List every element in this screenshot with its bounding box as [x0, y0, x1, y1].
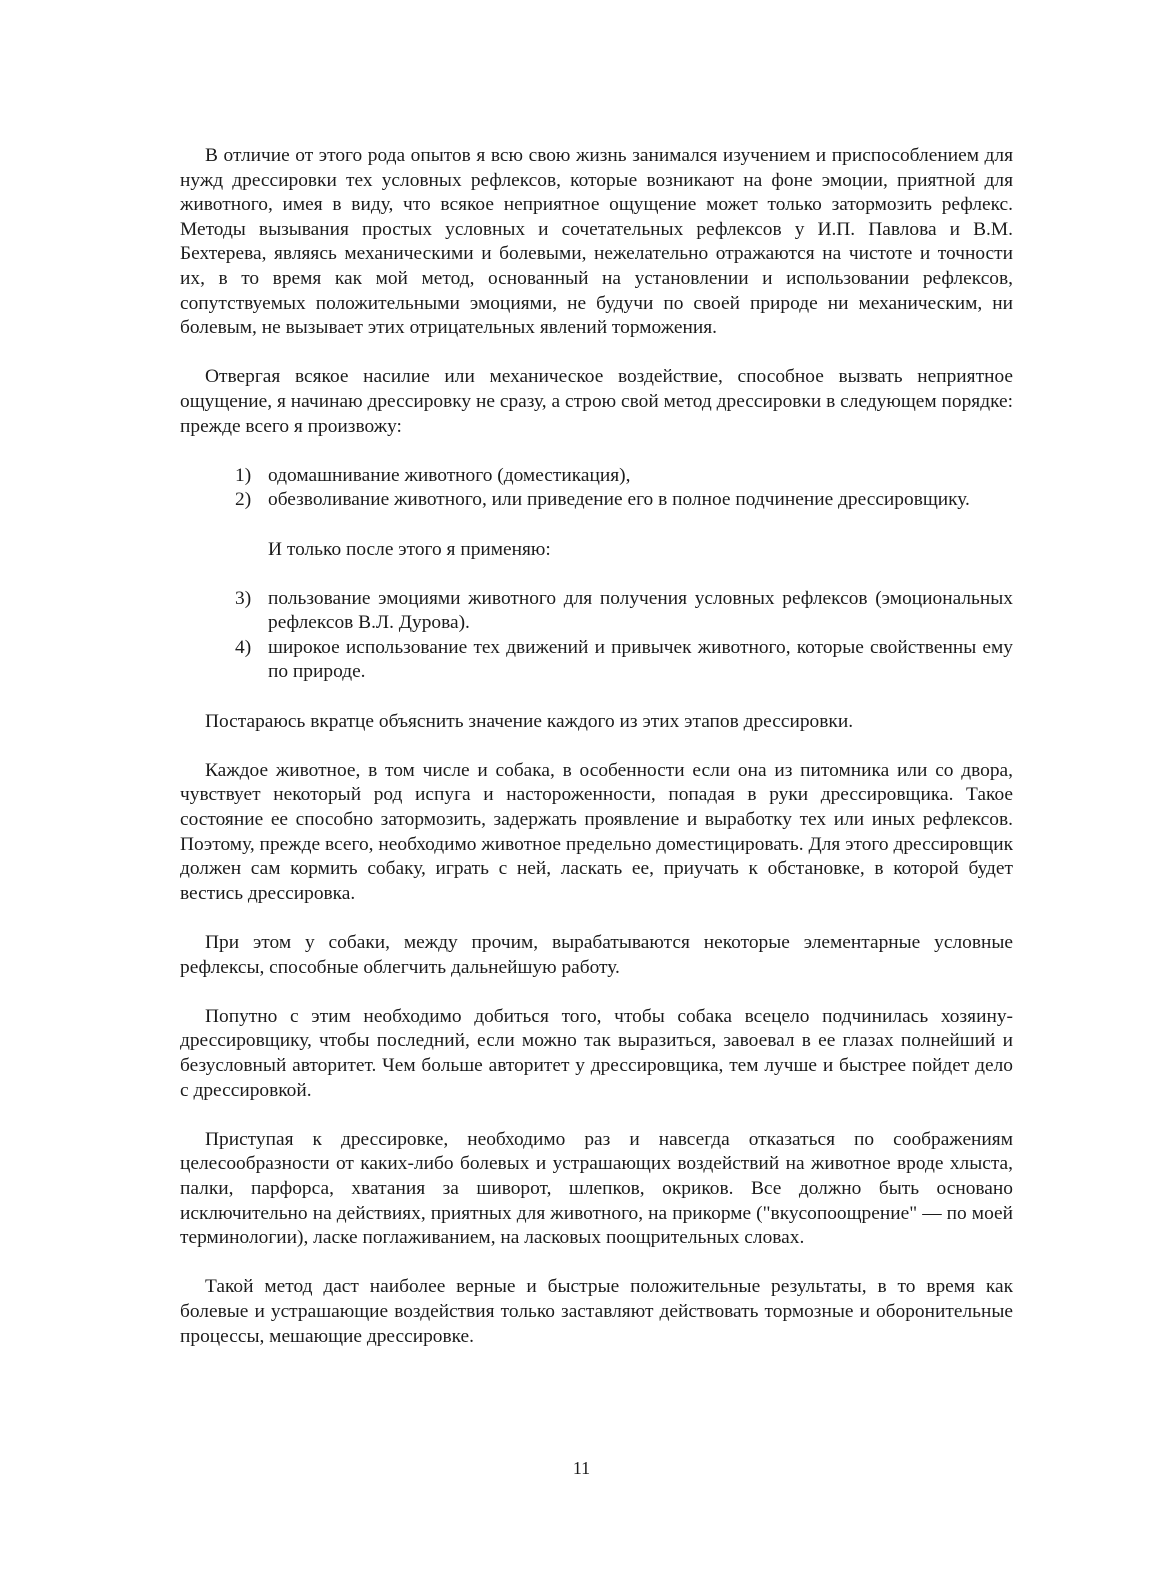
document-page	[180, 144, 1013, 1374]
paragraph-7: Приступая к дрессировке, необходимо раз и навсегда отказаться по соображениям целесообразности от каких-либо болевых и устрашающих воздействий на животное вроде хлыста, палки, парфорса, хватания за шиворот, шлепков, окриков. Все должно быть основано исключительно на действиях, приятных для животного, на прикорме ("вкусопоощрение" — по моей терминологии), ласке поглаживанием, на ласковых поощрительных словах.	[180, 1128, 1013, 1249]
list-item	[180, 488, 1013, 513]
list-text: одомашнивание животного (доместикация),	[268, 464, 631, 486]
list-text: широкое использование тех движений и привычек животного, которые свойственны ему по природе.	[268, 636, 1013, 683]
list-item	[180, 636, 1013, 685]
paragraph-5: При этом у собаки, между прочим, вырабатываются некоторые элементарные условные рефлексы, способные облегчить дальнейшую работу.	[180, 932, 1013, 978]
list-number: 1)	[235, 464, 252, 486]
list-text: обезволивание животного, или приведение его в полное подчинение дрессировщику.	[268, 489, 970, 511]
list-number: 4)	[235, 636, 252, 658]
numbered-list-b	[180, 587, 1013, 685]
list-item	[180, 587, 1013, 636]
list-number: 3)	[235, 587, 252, 609]
paragraph-6: Попутно с этим необходимо добиться того, чтобы собака всецело подчинилась хозяину-дрессировщику, чтобы последний, если можно так выразиться, завоевал в ее глазах полнейший и безусловный авторитет. Чем больше авторитет у дрессировщика, тем лучше и быстрее пойдет дело с дрессировкой.	[180, 1005, 1013, 1101]
list-interlude: И только после этого я применяю:	[268, 538, 551, 560]
paragraph-8: Такой метод даст наиболее верные и быстрые положительные результаты, в то время как болевые и устрашающие воздействия только заставляют действовать тормозные и оборонительные процессы, мешающие дрессировке.	[180, 1276, 1013, 1347]
list-text: пользование эмоциями животного для получения условных рефлексов (эмоциональных рефлексов В.Л. Дурова).	[268, 587, 1013, 634]
paragraph-2: Отвергая всякое насилие или механическое воздействие, способное вызвать неприятное ощущение, я начинаю дрессировку не сразу, а строю свой метод дрессировки в следующем порядке: прежде всего я произвожу:	[180, 366, 1013, 437]
paragraph-1: В отличие от этого рода опытов я всю свою жизнь занимался изучением и приспособлением для нужд дрессировки тех условных рефлексов, которые возникают на фоне эмоции, приятной для животного, имея в виду, что всякое неприятное ощущение может только затормозить рефлекс. Методы вызывания простых условных и сочетательных рефлексов у И.П. Павлова и В.М. Бехтерева, являясь механическими и болевыми, нежелательно отражаются на чистоте и точности их, в то время как мой метод, основанный на установлении и использовании рефлексов, сопутствуемых положительными эмоциями, не будучи по своей природе ни механическим, ни болевым, не вызывает этих отрицательных явлений торможения.	[180, 145, 1013, 339]
paragraph-3: Постараюсь вкратце объяснить значение каждого из этих этапов дрессировки.	[205, 710, 854, 732]
numbered-list-a	[180, 464, 1013, 513]
page-number: 11	[572, 1458, 591, 1478]
list-item	[180, 464, 1013, 489]
list-number: 2)	[235, 489, 252, 511]
paragraph-4: Каждое животное, в том числе и собака, в особенности если она из питомника или со двора, чувствует некоторый род испуга и настороженности, попадая в руки дрессировщика. Такое состояние ее способно затормозить, задержать проявление и выработку тех или иных рефлексов. Поэтому, прежде всего, необходимо животное предельно доместицировать. Для этого дрессировщик должен сам кормить собаку, играть с ней, ласкать ее, приучать к обстановке, в которой будет вестись дрессировка.	[180, 759, 1013, 904]
